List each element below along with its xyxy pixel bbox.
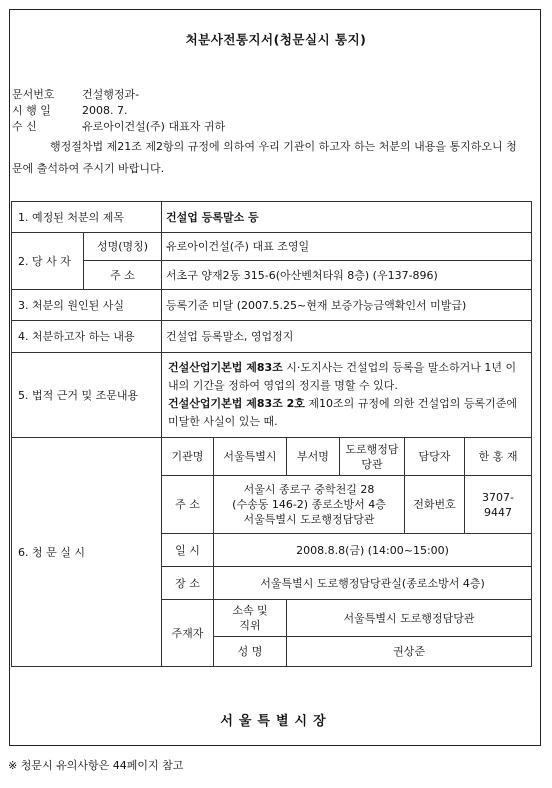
table-row (12, 261, 532, 290)
issuer-title: 서울특별시장 (220, 714, 332, 729)
address-line: 서울시 종로구 중학천길 28 (243, 483, 375, 496)
intro-paragraph: 행정절차법 제21조 제2항의 규정에 의하여 우리 기관이 하고자 하는 처분의 내용을 통지하오니 청문에 출석하여 주시기 바랍니다. (12, 140, 517, 175)
hearing-address-label: 주 소 (162, 476, 214, 534)
phone-label: 전화번호 (405, 476, 465, 534)
table-row (12, 438, 532, 476)
agency-value: 서울특별시 (214, 438, 287, 476)
dept-value: 도로행정담당관 (340, 438, 405, 476)
date-value: 2008. 7. (82, 104, 128, 117)
officer-label: 담당자 (405, 438, 465, 476)
table-row (12, 290, 532, 321)
table-row (12, 233, 532, 261)
hearing-place-label: 장 소 (162, 567, 214, 600)
chair-name-label: 성 명 (214, 637, 287, 667)
recipient-label: 수 신 (12, 120, 37, 133)
law-article-1: 건설산업기본법 제83조 (168, 361, 283, 374)
doc-number-value: 건설행정과- (82, 88, 140, 101)
date-label: 시 행 일 (12, 104, 51, 117)
table-row (12, 202, 532, 233)
hearing-place-value: 서울특별시 도로행정담당관실(종로소방서 4층) (214, 567, 532, 600)
affiliation-label-line: 소속 및 (232, 604, 268, 617)
cause-label: 3. 처분의 원인된 사실 (12, 290, 162, 321)
phone-value: 3707-9447 (465, 476, 532, 534)
affiliation-label (214, 600, 287, 637)
hearing-label: 6. 청 문 실 시 (12, 438, 162, 667)
law-article-2: 건설산업기본법 제83조 2호 (168, 397, 305, 410)
subject-value: 건설업 등록말소 등 (162, 202, 532, 233)
date-line (12, 102, 127, 118)
table-row (12, 321, 532, 353)
affiliation-label-line: 직위 (239, 619, 261, 632)
dept-label: 부서명 (287, 438, 340, 476)
hearing-address-value (214, 476, 405, 534)
address-line: 서울특별시 도로행정담당관 (243, 513, 375, 526)
action-value: 건설업 등록말소, 영업정지 (162, 321, 532, 353)
table-row (12, 353, 532, 438)
party-address-label: 주 소 (84, 261, 162, 290)
agency-label: 기관명 (162, 438, 214, 476)
affiliation-value: 서울특별시 도로행정담당관 (287, 600, 532, 637)
cause-value: 등록기준 미달 (2007.5.25~현재 보증가능금액확인서 미발급) (162, 290, 532, 321)
recipient-value: 유로아이건설(주) 대표자 귀하 (82, 120, 226, 133)
chair-label: 주재자 (162, 600, 214, 667)
party-address-value: 서초구 양재2동 315-6(아산벤처타워 8층) (우137-896) (162, 261, 532, 290)
hearing-date-value: 2008.8.8(금) (14:00~15:00) (214, 534, 532, 567)
doc-number-line (12, 86, 139, 102)
footnote: ※ 청문시 유의사항은 44페이지 참고 (8, 759, 184, 772)
law-text-1: 시·도지사는 건설업의 등록을 말소하거나 1년 이내의 기간을 정하여 영업의 정지를 명할 수 있다. (168, 361, 517, 392)
subject-label: 1. 예정된 처분의 제목 (12, 202, 162, 233)
hearing-date-label: 일 시 (162, 534, 214, 567)
officer-value: 한 홍 재 (465, 438, 532, 476)
legal-basis-label: 5. 법적 근거 및 조문내용 (12, 353, 162, 438)
party-name-value: 유로아이건설(주) 대표 조영일 (162, 233, 532, 261)
legal-basis-value (162, 353, 532, 438)
document-title: 처분사전통지서(청문실시 통지) (185, 32, 367, 47)
law-text-2: 제10조의 규정에 의한 건설업의 등록기준에 미달한 사실이 있는 때. (168, 397, 518, 428)
doc-number-label: 문서번호 (12, 88, 55, 101)
party-label: 2. 당 사 자 (12, 233, 84, 290)
recipient-line (12, 118, 225, 134)
notice-table (11, 201, 532, 667)
party-name-label: 성명(명칭) (84, 233, 162, 261)
address-line: (수송동 146-2) 종로소방서 4층 (232, 498, 386, 511)
action-label: 4. 처분하고자 하는 내용 (12, 321, 162, 353)
chair-name-value: 권상준 (287, 637, 532, 667)
